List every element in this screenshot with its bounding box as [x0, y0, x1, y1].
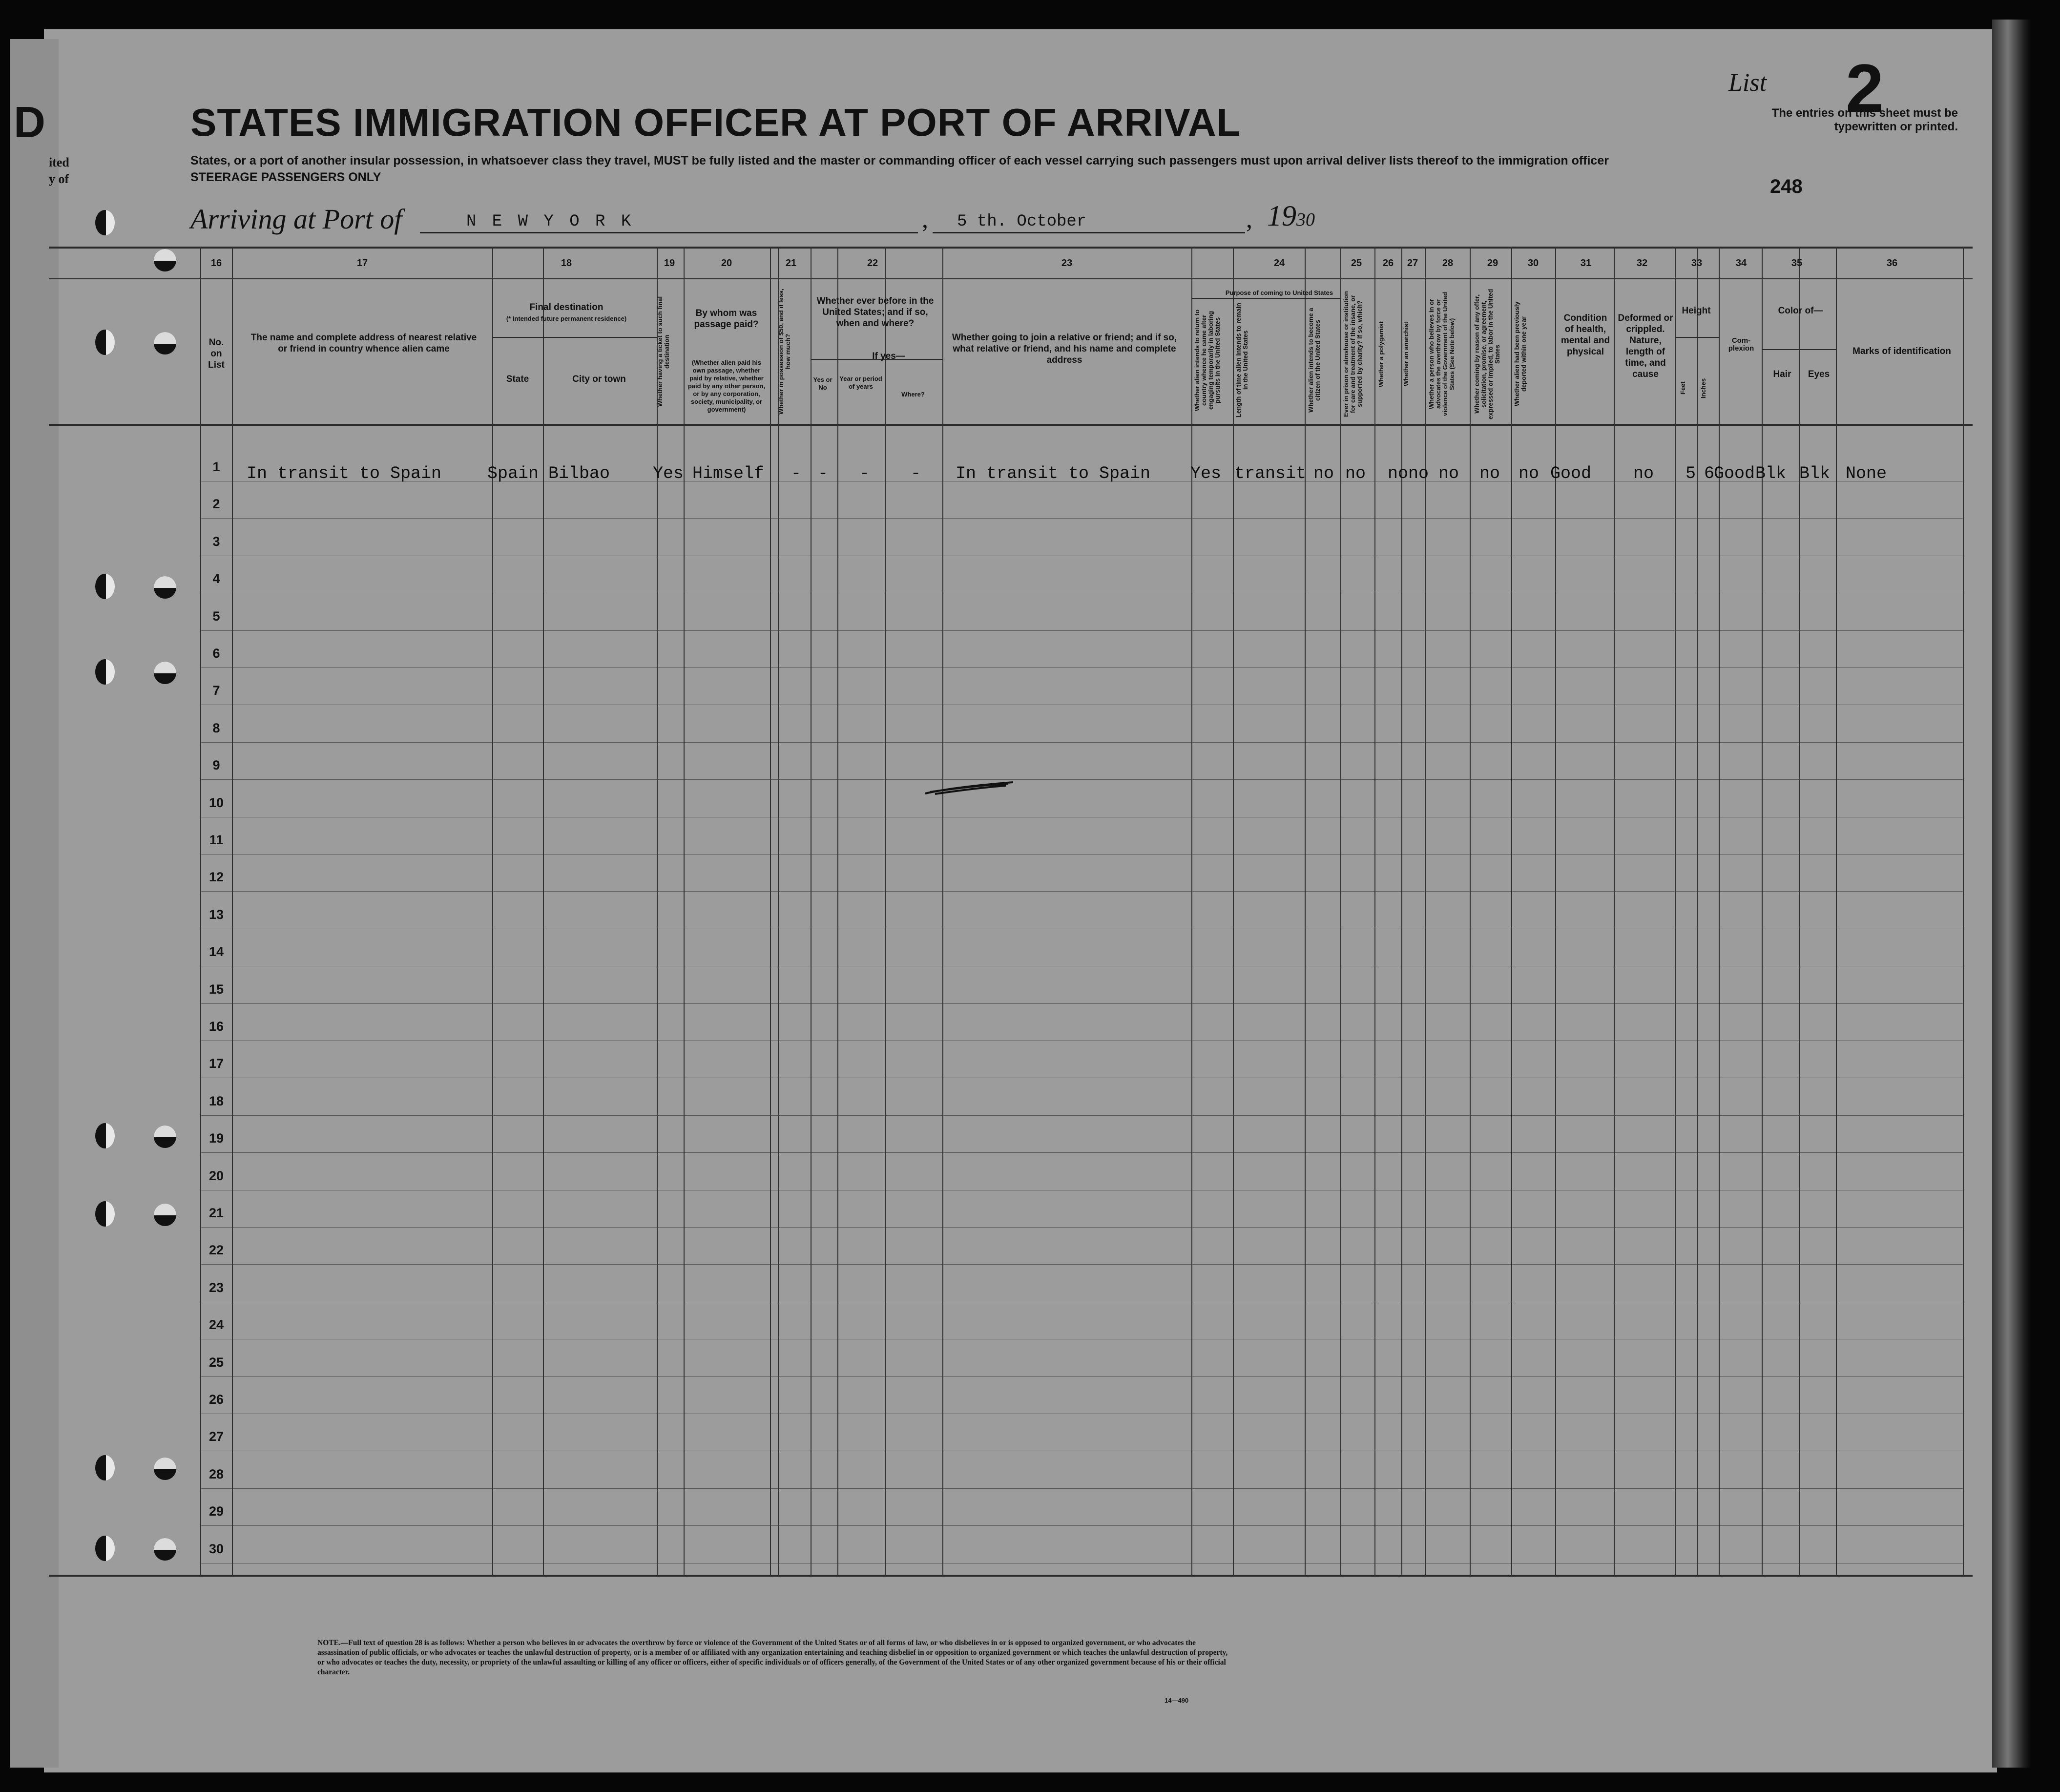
row-number: 15	[208, 981, 224, 997]
list-number: 2	[1846, 50, 1884, 126]
header-bottom-rule	[49, 424, 1973, 426]
header-final-destination-note: (* Intended future permanent residence)	[506, 315, 627, 322]
column-number-rule	[49, 278, 1973, 279]
entry-possession: -	[791, 464, 802, 483]
clip-mark	[154, 662, 176, 684]
row-rule	[200, 518, 1963, 519]
header-relative-address: The name and complete address of nearest relative or friend in country whence alien came	[250, 333, 477, 354]
list-label: List	[1728, 69, 1767, 97]
header-year-period: Year or period of years	[839, 375, 882, 390]
row-rule	[200, 742, 1963, 743]
row-number: 18	[208, 1093, 224, 1108]
row-number: 22	[208, 1243, 224, 1258]
column-number: 22	[867, 258, 878, 269]
column-line	[1836, 247, 1837, 1576]
column-number: 32	[1636, 258, 1648, 269]
left-fragment-letter: D	[14, 98, 45, 147]
column-line	[770, 247, 771, 1576]
entry-complexion: Good	[1714, 464, 1755, 483]
year-prefix: 19	[1267, 200, 1296, 232]
column-line	[1470, 247, 1471, 1576]
header-marks: Marks of identification	[1852, 346, 1951, 356]
row-number: 21	[208, 1206, 224, 1220]
row-rule	[200, 1227, 1963, 1228]
row-number: 14	[208, 944, 224, 959]
entry-anarchist: no	[1408, 464, 1429, 483]
column-number: 19	[664, 258, 675, 269]
row-number: 23	[208, 1280, 224, 1295]
column-number: 29	[1487, 258, 1498, 269]
year-suffix: 30	[1296, 209, 1315, 230]
column-number: 31	[1580, 258, 1592, 269]
page-title: STATES IMMIGRATION OFFICER AT PORT OF ARRIVAL	[190, 101, 1241, 144]
column-line	[1697, 247, 1698, 1576]
entry-question-30: no	[1519, 464, 1540, 483]
column-number: 36	[1886, 258, 1898, 269]
entry-prison: no	[1345, 464, 1366, 483]
column-line	[778, 247, 779, 1576]
header-deformed: Deformed or crippled. Nature, length of time, and cause	[1618, 313, 1673, 379]
column-line	[1305, 247, 1306, 1576]
binder-hole	[95, 1455, 115, 1480]
header-question-30: Whether alien had been previously deported within one year	[1513, 301, 1527, 407]
header-feet: Feet	[1679, 381, 1686, 395]
entry-city: Bilbao	[548, 464, 610, 483]
column-number: 17	[356, 258, 368, 269]
header-question-29: Whether coming by reason of any offer, solicitation, promise, or agreement, expressed or implied, to labor in the United States	[1473, 289, 1501, 419]
column-line	[837, 247, 838, 1576]
row-number: 12	[208, 870, 224, 885]
clip-mark	[154, 1204, 176, 1226]
binding-edge	[1992, 20, 2031, 1768]
row-number: 30	[208, 1541, 224, 1556]
column-line	[811, 247, 812, 1576]
column-number: 35	[1791, 258, 1803, 269]
form-code: 14—490	[1165, 1697, 1189, 1704]
row-number: 9	[212, 758, 220, 773]
subheader-rule	[1762, 349, 1836, 350]
header-purpose-return: Whether alien intends to return to country whence he came after engaging temporarily in laboring pursuits in the United States	[1193, 309, 1221, 411]
entry-feet: 5	[1685, 464, 1696, 483]
subheader-rule	[492, 337, 657, 338]
header-by-whom-note: (Whether alien paid his own passage, whether paid by relative, whether paid by any other person, or by any corporation, society, municipality, or government)	[687, 359, 766, 413]
pencil-scribble	[923, 781, 1016, 796]
subtitle	[190, 152, 1645, 186]
row-number: 3	[212, 534, 220, 549]
column-number: 24	[1273, 258, 1285, 269]
header-anarchist: Whether an anarchist	[1402, 321, 1410, 387]
column-number: 23	[1061, 258, 1073, 269]
entry-condition: Good	[1550, 464, 1592, 483]
column-number: 28	[1442, 258, 1454, 269]
row-number: 25	[208, 1354, 224, 1370]
header-inches: Inches	[1700, 378, 1707, 398]
row-number: 5	[212, 608, 220, 624]
manifest-sheet	[44, 29, 1997, 1772]
binder-hole	[95, 1123, 115, 1148]
row-number: 17	[208, 1056, 224, 1071]
row-number: 13	[208, 907, 224, 922]
column-line	[1340, 247, 1341, 1576]
column-number: 20	[721, 258, 732, 269]
header-ever-before: Whether ever before in the United States; and if so, when and where?	[816, 296, 934, 329]
clip-mark	[154, 1125, 176, 1148]
header-purpose-citizen: Whether alien intends to become a citizen of the United States	[1307, 308, 1321, 413]
port-field	[420, 208, 918, 233]
header-possession: Whether in possession of $50, and if less, how much?	[777, 289, 791, 415]
table-bottom-rule	[49, 1575, 1973, 1577]
entry-yes-no: -	[818, 464, 829, 483]
header-eyes: Eyes	[1808, 369, 1830, 379]
column-line	[1425, 247, 1426, 1576]
row-number: 4	[212, 571, 220, 586]
row-rule	[200, 1003, 1963, 1004]
row-rule	[200, 779, 1963, 780]
row-number: 8	[212, 720, 220, 735]
entry-year: -	[859, 464, 870, 483]
column-line	[1762, 247, 1763, 1576]
entry-eyes: Blk	[1799, 464, 1831, 483]
row-number: 27	[208, 1429, 224, 1444]
entry-hair: Blk	[1755, 464, 1787, 483]
header-purpose: Purpose of coming to United States	[1225, 289, 1333, 296]
entry-citizen: no	[1313, 464, 1334, 483]
header-rule	[49, 247, 1973, 249]
header-yes-or-no: Yes or No	[813, 376, 832, 391]
column-line	[1675, 247, 1676, 1576]
entry-state: Spain	[487, 464, 539, 483]
column-number: 25	[1351, 258, 1362, 269]
year-field	[1267, 199, 1315, 233]
entry-question-29: no	[1479, 464, 1500, 483]
list-note: The entries on this sheet must be typewritten or printed.	[1771, 106, 1958, 133]
row-number: 7	[212, 683, 220, 698]
header-ticket: Whether having a ticket to such final destination	[656, 296, 670, 407]
column-line	[657, 247, 658, 1576]
row-number: 11	[209, 833, 224, 847]
row-rule	[200, 1376, 1963, 1377]
header-complexion: Com-plexion	[1728, 336, 1754, 353]
header-where: Where?	[901, 391, 925, 398]
left-fragment-word: ited	[49, 155, 69, 169]
binder-hole	[95, 1536, 115, 1561]
header-if-yes: If yes—	[872, 351, 905, 361]
sheet-number: 248	[1770, 176, 1803, 197]
row-number: 16	[208, 1019, 224, 1034]
column-number: 21	[785, 258, 797, 269]
row-rule	[200, 630, 1963, 631]
left-fragment-word: y of	[49, 172, 69, 186]
column-line	[1233, 247, 1234, 1576]
column-line	[492, 247, 493, 1576]
entry-marks: None	[1846, 464, 1887, 483]
date-value: 5 th. October	[957, 212, 1087, 231]
entry-inches: 6	[1704, 464, 1715, 483]
binder-hole	[95, 1201, 115, 1227]
clip-mark	[154, 332, 176, 354]
binder-hole	[95, 574, 115, 599]
header-prison: Ever in prison or almshouse or institution for care and treatment of the insane, or supported by charity? If so, which?	[1342, 291, 1363, 417]
row-number: 28	[208, 1466, 224, 1481]
entry-question-28: no	[1438, 464, 1459, 483]
column-number: 30	[1527, 258, 1539, 269]
previous-page-strip	[10, 39, 59, 1768]
row-number: 24	[208, 1317, 224, 1333]
header-polygamist: Whether a polygamist	[1377, 321, 1385, 387]
entry-polygamist: no	[1388, 464, 1409, 483]
row-rule	[200, 1152, 1963, 1153]
row-number: 26	[208, 1392, 224, 1407]
binder-hole	[95, 659, 115, 685]
row-number: 6	[212, 646, 220, 661]
row-rule	[200, 667, 1963, 668]
row-number: 29	[208, 1504, 224, 1519]
column-line	[1614, 247, 1615, 1576]
date-field	[933, 208, 1245, 233]
binder-hole	[95, 210, 115, 235]
column-line	[1374, 247, 1375, 1576]
entry-where: -	[911, 464, 921, 483]
entry-paid-by: Himself	[692, 464, 765, 483]
column-number: 16	[210, 258, 222, 269]
footnote-question-28: NOTE.—Full text of question 28 is as follows: Whether a person who believes in or advocates the overthrow by force or violence of the Government of the United States or of all forms of law, or who disbelieves in or is opposed to organized government, or who advocates the assassination of public officials, or who advocates or teaches the unlawful destruction of property, or is a member of or affiliated with any organization entertaining and teaching disbelief in or opposition to organized government or which teaches the unlawful destruction of property, or who advocates or teaches the duty, necessity, or propriety of the unlawful assaulting or killing of any officer or officers, either of specific individuals or of officers generally, of the Government of the United States or of any other organized government because of his or their official character.	[317, 1639, 1228, 1676]
header-join-relative: Whether going to join a relative or friend; and if so, what relative or friend, and his name and complete address	[952, 333, 1177, 365]
column-number: 27	[1407, 258, 1418, 269]
column-number: 34	[1735, 258, 1747, 269]
binder-hole	[95, 330, 115, 355]
clip-mark	[154, 1458, 176, 1480]
header-color-of: Color of—	[1778, 306, 1823, 316]
column-line	[684, 247, 685, 1576]
column-number: 33	[1691, 258, 1703, 269]
column-line	[1799, 247, 1800, 1576]
row-number: 2	[212, 497, 220, 512]
entry-deformed: no	[1633, 464, 1654, 483]
column-line	[885, 247, 886, 1576]
row-number: 19	[208, 1131, 224, 1146]
column-line	[543, 247, 544, 1576]
port-value: N E W Y O R K	[466, 212, 634, 231]
header-hair: Hair	[1773, 369, 1791, 379]
column-line	[1719, 247, 1720, 1576]
clip-mark	[154, 576, 176, 599]
header-question-28: Whether a person who believes in or advocates the overthrow by force or violence of the Government of the United States (See Note below)	[1428, 292, 1456, 417]
header-no-on-list: No. on List	[208, 337, 225, 370]
header-final-destination: Final destination	[529, 302, 603, 313]
entry-join: In transit to Spain	[956, 464, 1151, 483]
header-purpose-length: Length of time alien intends to remain in the United States	[1235, 303, 1249, 417]
clip-mark	[154, 1538, 176, 1561]
row-rule	[200, 891, 1963, 892]
entry-length: transit	[1234, 464, 1307, 483]
column-number: 18	[561, 258, 572, 269]
header-by-whom: By whom was passage paid?	[694, 308, 759, 330]
header-condition: Condition of health, mental and physical	[1561, 313, 1610, 357]
subtitle-line: States, or a port of another insular possession, in whatsoever class they travel, MUST be fully listed and the master or commanding officer of each vessel carrying such passengers must upon arrival deliver lists thereof to the immigration officer	[190, 154, 1609, 167]
row-number: 10	[208, 795, 224, 810]
column-line	[1555, 247, 1556, 1576]
header-height: Height	[1682, 306, 1711, 316]
subheader-rule	[1191, 298, 1340, 299]
row-rule	[200, 1525, 1963, 1526]
row-rule	[200, 1488, 1963, 1489]
entry-return: Yes	[1190, 464, 1222, 483]
subheader-rule	[1675, 337, 1719, 338]
column-line	[1963, 247, 1964, 1576]
row-rule	[200, 1264, 1963, 1265]
entry-relative: In transit to Spain	[247, 464, 442, 483]
row-number: 1	[212, 459, 220, 474]
column-line	[942, 247, 943, 1576]
arriving-label: Arriving at Port of	[190, 203, 402, 235]
clip-mark	[154, 249, 176, 271]
row-rule	[200, 1115, 1963, 1116]
column-line	[1191, 247, 1192, 1576]
header-city: City or town	[572, 374, 626, 384]
column-line	[1401, 247, 1402, 1576]
row-number: 20	[208, 1168, 224, 1183]
column-line	[1511, 247, 1512, 1576]
entry-ticket: Yes	[653, 464, 684, 483]
column-number: 26	[1382, 258, 1394, 269]
subtitle-line: STEERAGE PASSENGERS ONLY	[190, 170, 381, 184]
header-state: State	[506, 374, 529, 384]
